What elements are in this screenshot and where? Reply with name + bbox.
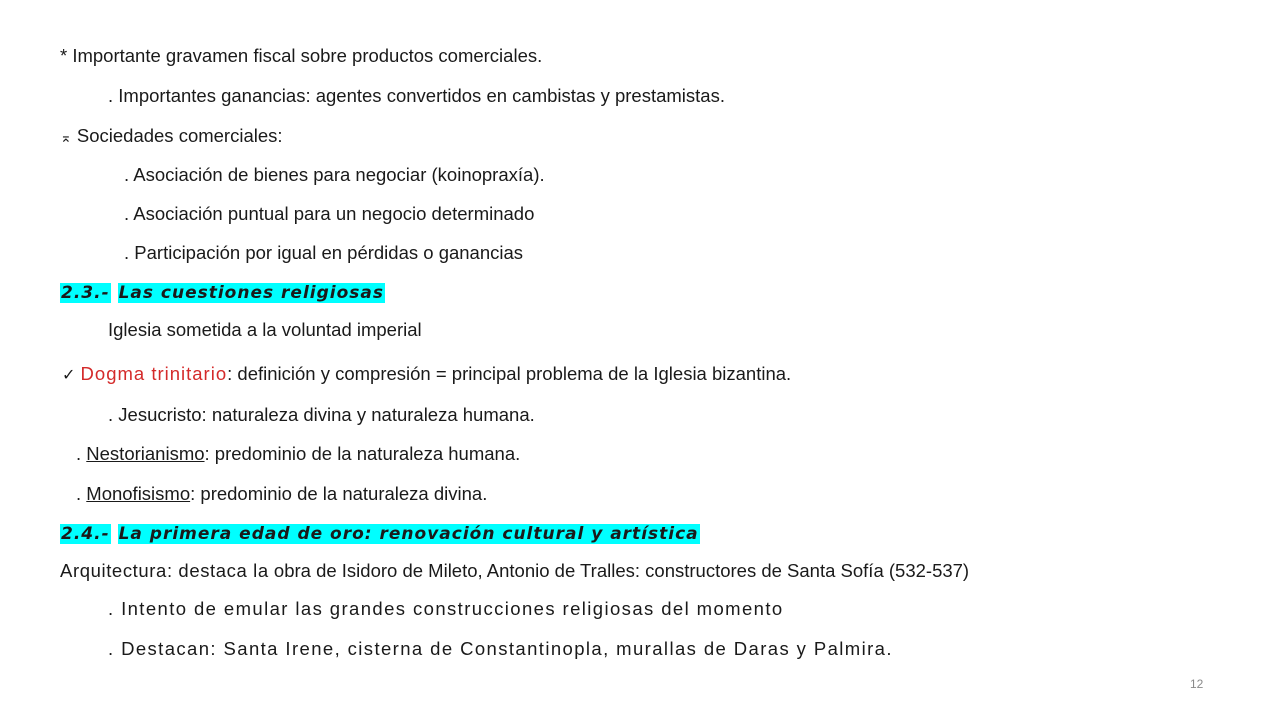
text-line-sociedades: [60, 124, 283, 150]
line-text: : predominio de la naturaleza humana.: [204, 443, 521, 464]
section-heading-2-4: [60, 523, 700, 545]
line-text: . Jesucristo: naturaleza divina y naturaleza humana.: [108, 404, 535, 425]
heading-title: Las cuestiones religiosas: [118, 283, 384, 303]
text-line-asociacion-puntual: [124, 202, 534, 226]
checkmark-icon: ✓: [62, 365, 76, 384]
dogma-term: Dogma trinitario: [80, 363, 228, 384]
text-line-dogma: [62, 362, 791, 387]
line-text: . Asociación de bienes para negociar (koinopraxía).: [124, 164, 545, 185]
bullet-icon: ⌅: [60, 130, 72, 146]
line-text-spaced: Arquitectura: destaca la: [60, 560, 269, 581]
monofisismo-term: Monofisismo: [86, 483, 191, 504]
heading-title: La primera edad de oro: renovación cultural y artística: [118, 524, 699, 544]
text-line-gravamen: [60, 44, 542, 68]
line-text: obra de Isidoro de Mileto, Antonio de Tralles: constructores de Santa Sofía (532-537): [268, 560, 970, 581]
text-line-destacan: [108, 637, 893, 661]
line-dot: .: [76, 443, 87, 464]
text-line-asociacion-bienes: [124, 163, 545, 187]
line-text: . Destacan: Santa Irene, cisterna de Constantinopla, murallas de Daras y Palmira.: [108, 638, 893, 659]
heading-number: 2.3.-: [61, 283, 110, 303]
line-text: : predominio de la naturaleza divina.: [190, 483, 488, 504]
slide-number: 12: [1190, 677, 1204, 691]
text-line-jesucristo: [108, 403, 535, 427]
nestorianismo-term: Nestorianismo: [86, 443, 205, 464]
text-line-arquitectura: [60, 559, 969, 583]
line-text: . Importantes ganancias: agentes convertidos en cambistas y prestamistas.: [108, 85, 725, 106]
text-line-iglesia: [108, 318, 422, 342]
section-heading-2-3: [60, 282, 385, 304]
line-text: . Participación por igual en pérdidas o ganancias: [124, 242, 524, 263]
line-text: Sociedades comerciales:: [76, 125, 283, 146]
line-text: * Importante gravamen fiscal sobre productos comerciales.: [60, 45, 543, 66]
text-line-intento: [108, 597, 784, 621]
line-text: : definición y compresión = principal problema de la Iglesia bizantina.: [227, 363, 792, 384]
text-line-monofisismo: [76, 482, 487, 506]
line-text: . Asociación puntual para un negocio determinado: [124, 203, 535, 224]
line-text: . Intento de emular las grandes construcciones religiosas del momento: [108, 598, 784, 619]
text-line-nestorianismo: [76, 442, 520, 466]
heading-number: 2.4.-: [61, 524, 110, 544]
line-text: Iglesia sometida a la voluntad imperial: [108, 319, 422, 340]
text-line-ganancias: [108, 84, 725, 108]
text-line-participacion: [124, 241, 523, 265]
line-dot: .: [76, 483, 87, 504]
